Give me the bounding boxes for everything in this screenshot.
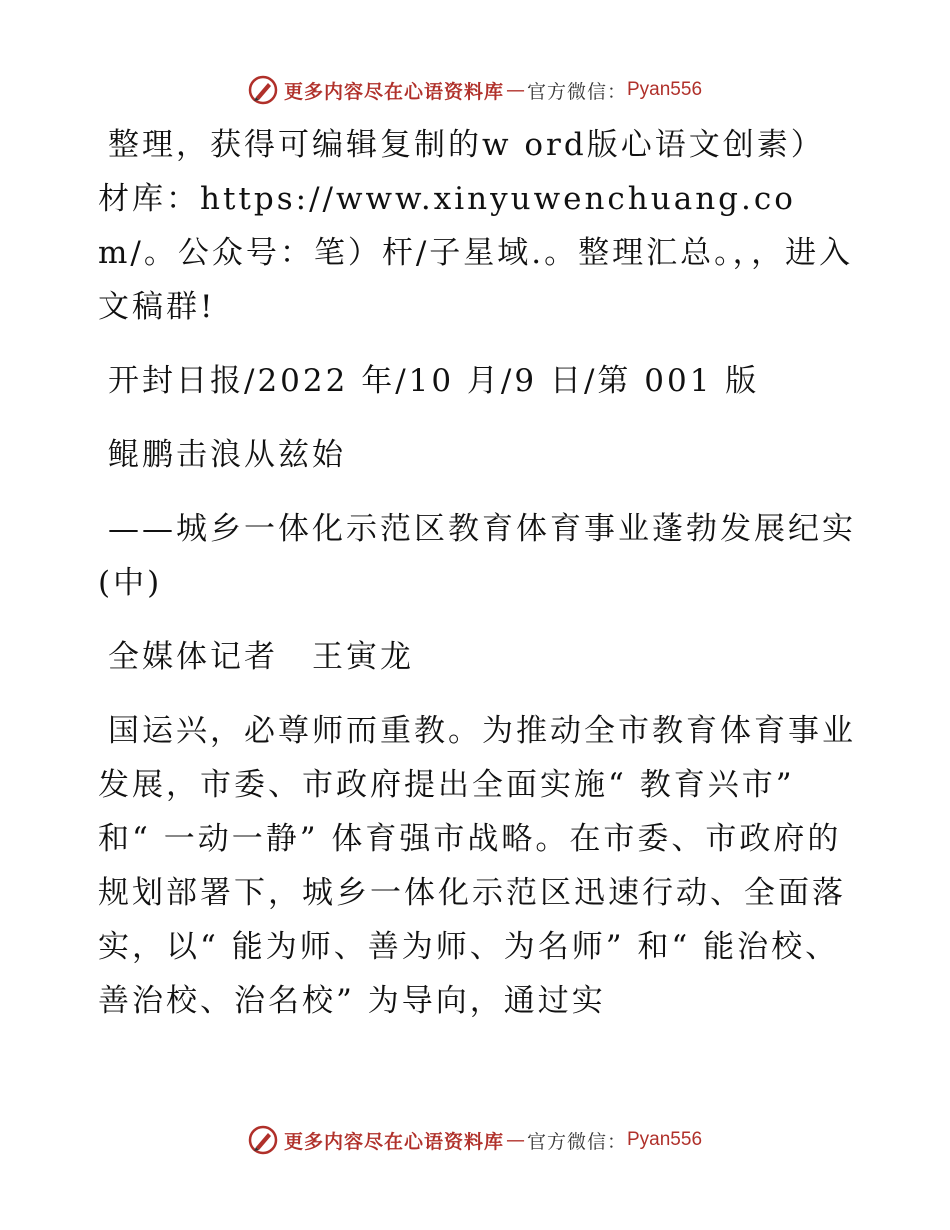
banner-main-text: 更多内容尽在心语资料库 (283, 1130, 504, 1153)
banner-wechat-id: Pyan556 (627, 79, 703, 100)
banner-separator: — (505, 79, 525, 101)
header-banner (0, 70, 950, 110)
article-title: 鲲鹏击浪从兹始 (108, 437, 346, 473)
article-subtitle: ——城乡一体化示范区教育体育事业蓬勃发展纪实(中) (98, 511, 856, 601)
pen-logo-icon (248, 1125, 278, 1155)
document-body (98, 118, 858, 1028)
source-line: 开封日报/2022 年/10 月/9 日/第 001 版 (108, 363, 760, 399)
banner-main-text: 更多内容尽在心语资料库 (283, 80, 504, 103)
footer-banner (0, 1120, 950, 1160)
banner-wechat-label: 官方微信： (526, 1130, 627, 1153)
intro-paragraph: 整理，获得可编辑复制的w ord版心语文创素）材库：https://www.xinyuwenchuang.com/。公众号：笔）杆/子星域.。整理汇总。，，进入文稿群! (98, 127, 854, 325)
banner-wechat-id: Pyan556 (627, 1129, 703, 1150)
banner-separator: — (505, 1129, 525, 1151)
author-line: 全媒体记者 王寅龙 (108, 639, 414, 675)
pen-logo-icon (248, 75, 278, 105)
body-paragraph: 国运兴，必尊师而重教。为推动全市教育体育事业发展，市委、市政府提出全面实施“ 教育兴市” 和“ 一动一静” 体育强市战略。在市委、市政府的规划部署下，城乡一体化示范区迅速行动、全面落实，以“ 能为师、善为师、为名师” 和“ 能治校、善治校、治名校” 为导向，通过实 (98, 713, 856, 1019)
banner-wechat-label: 官方微信： (526, 80, 627, 103)
